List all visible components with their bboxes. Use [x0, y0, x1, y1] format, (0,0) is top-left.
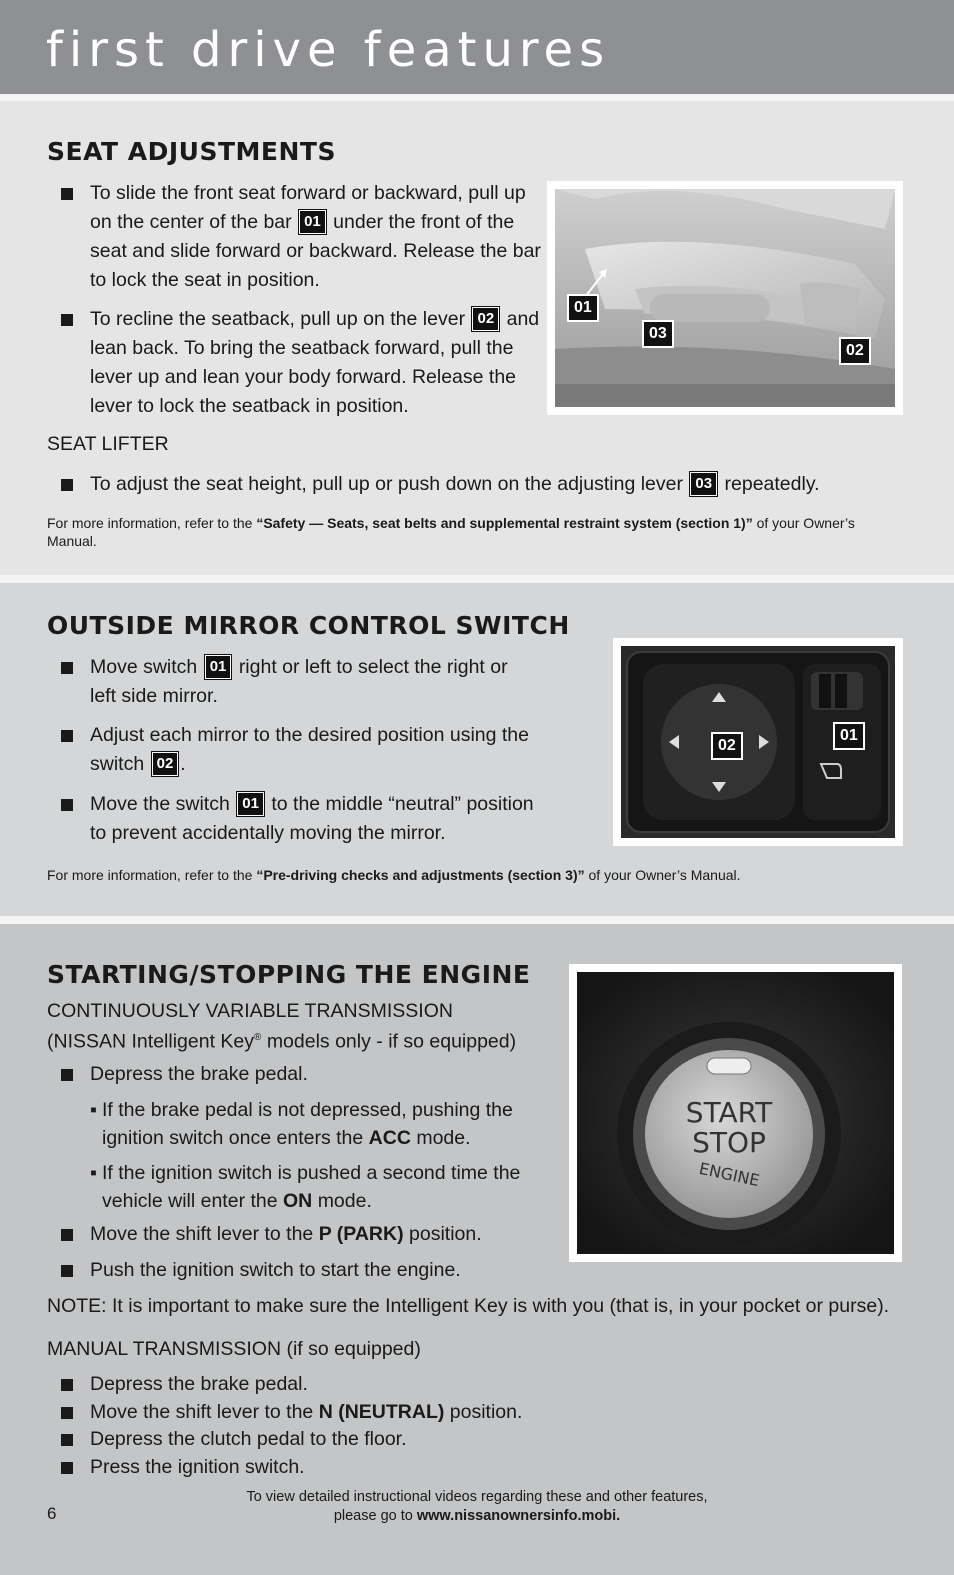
cvt-text: (NISSAN Intelligent Key: [47, 1030, 255, 1053]
seat-photo: [547, 181, 903, 415]
sb1-text-2: mode.: [416, 1127, 471, 1149]
mirror-heading: OUTSIDE MIRROR CONTROL SWITCH: [47, 611, 570, 640]
seat-b1-text-2: under the front of the seat and slide forward or backward. Release the bar to lock the seat in position.: [90, 211, 541, 291]
callout-badge: 01: [237, 792, 264, 816]
registered-mark: ®: [254, 1032, 262, 1043]
m2-text-2: position.: [449, 1401, 523, 1423]
subbullet-marker: ▪: [90, 1099, 97, 1121]
sb1-bold: ACC: [368, 1127, 411, 1149]
sb1-text: If the brake pedal is not depressed, pushing the ignition switch once enters the: [102, 1099, 513, 1149]
seat-b1-text: To slide the front seat forward or backward, pull up on the center of the bar: [90, 182, 526, 233]
engine-note: NOTE: It is important to make sure the Intelligent Key is with you (that is, in your pocket or purse).: [47, 1295, 890, 1317]
manual-bullet-brake: Depress the brake pedal.: [90, 1370, 308, 1399]
start-label: START: [685, 1096, 773, 1129]
engine-bullet-brake: Depress the brake pedal.: [90, 1060, 530, 1089]
manual-bullet-clutch: Depress the clutch pedal to the floor.: [90, 1425, 407, 1454]
callout-02: 02: [839, 337, 871, 365]
footer-website-link[interactable]: www.nissanownersinfo.mobi.: [416, 1508, 621, 1524]
footer-line2-text: please go to: [333, 1508, 413, 1524]
mirror-bullet-adjust: [90, 721, 550, 779]
seat-adjustments-section: [0, 101, 954, 575]
m2-bold: N (NEUTRAL): [318, 1401, 445, 1423]
callout-01: 01: [567, 294, 599, 322]
seat-bullet-recline: [90, 305, 542, 421]
mirror-ref-text: For more information, refer to the: [47, 867, 253, 883]
footer-line1: To view detailed instructional videos regarding these and other features,: [246, 1489, 708, 1505]
seat-b2-text: To recline the seatback, pull up on the lever: [90, 308, 466, 330]
footer-line2: [0, 1507, 954, 1526]
callout-badge: 03: [690, 472, 717, 496]
mirror-reference: [47, 866, 907, 884]
mirror-bullet-select: [90, 653, 520, 711]
seat-ref-text: For more information, refer to the: [47, 515, 253, 531]
footer-note: [0, 1488, 954, 1526]
engine-bullet-park: [90, 1220, 560, 1249]
seat-bullet-slide: [90, 179, 546, 295]
seat-ref-bold: “Safety — Seats, seat belts and supplemental restraint system (section 1)”: [256, 515, 753, 531]
sb2-text: If the ignition switch is pushed a second time the vehicle will enter the: [102, 1162, 521, 1212]
manual-bullet-ignition: Press the ignition switch.: [90, 1453, 305, 1482]
seat-ref-text-2: of your Owner’s Manual.: [47, 515, 855, 549]
seat-heading: SEAT ADJUSTMENTS: [47, 137, 336, 166]
mirror-photo: [613, 638, 903, 846]
sb2-text-2: mode.: [317, 1190, 372, 1212]
b2-bold: P (PARK): [318, 1223, 404, 1245]
callout-02: 02: [711, 732, 743, 760]
callout-badge: 02: [152, 752, 179, 776]
callout-03: 03: [642, 320, 674, 348]
engine-heading: STARTING/STOPPING THE ENGINE: [47, 960, 531, 989]
start-stop-illustration: [577, 972, 894, 1254]
mirror-ref-bold: “Pre-driving checks and adjustments (section 3)”: [256, 867, 585, 883]
page-number: 6: [47, 1504, 57, 1523]
engine-subbullet-on: [90, 1159, 530, 1215]
engine-start-section: [0, 924, 954, 1575]
stop-label: STOP: [692, 1126, 766, 1159]
seat-b2-text-2: and lean back. To bring the seatback forward, pull the lever up and lean your body forward. Release the lever to lock the seatback in position.: [90, 308, 540, 417]
mirror-switch-illustration: [621, 646, 895, 838]
mirror-b3-text-2: to the middle “neutral” position to prevent accidentally moving the mirror.: [90, 793, 534, 844]
seat-b3-text-2: repeatedly.: [724, 473, 820, 495]
cvt-heading-line2: [47, 1024, 516, 1056]
engine-button-photo: [569, 964, 902, 1262]
mirror-b2-text: Adjust each mirror to the desired position using the switch: [90, 724, 529, 775]
engine-subbullet-acc: [90, 1096, 530, 1152]
page-title: first drive features: [46, 22, 611, 78]
mirror-b2-text-2: .: [180, 753, 186, 775]
callout-badge: 02: [472, 307, 499, 331]
seat-lifter-heading: SEAT LIFTER: [47, 433, 169, 455]
sb2-bold: ON: [283, 1190, 313, 1212]
engine-bullet-push: Push the ignition switch to start the engine.: [90, 1256, 560, 1285]
cvt-heading-line1: CONTINUOUSLY VARIABLE TRANSMISSION: [47, 1000, 453, 1022]
cvt-text-2: models only - if so equipped): [266, 1030, 517, 1053]
engine-label: ENGINE: [697, 1158, 762, 1191]
subbullet-marker: ▪: [90, 1162, 97, 1184]
m2-text: Move the shift lever to the: [90, 1401, 314, 1423]
b2-text: Move the shift lever to the: [90, 1223, 314, 1245]
mirror-b1-text-2: right or left to select the right or left side mirror.: [90, 656, 508, 707]
callout-badge: 01: [205, 655, 232, 679]
seat-bullet-lifter: [90, 470, 890, 499]
mirror-b1-text: Move switch: [90, 656, 198, 678]
mirror-b3-text: Move the switch: [90, 793, 230, 815]
page-header: [0, 0, 954, 94]
mirror-bullet-neutral: [90, 790, 540, 848]
seat-illustration: [555, 189, 895, 407]
manual-bullet-neutral: [90, 1398, 522, 1427]
manual-heading: MANUAL TRANSMISSION (if so equipped): [47, 1338, 421, 1360]
mirror-ref-text-2: of your Owner’s Manual.: [588, 867, 741, 883]
seat-b3-text: To adjust the seat height, pull up or push down on the adjusting lever: [90, 473, 683, 495]
callout-badge: 01: [299, 210, 326, 234]
b2-text-2: position.: [409, 1223, 482, 1245]
mirror-control-section: [0, 583, 954, 916]
callout-01: 01: [833, 722, 865, 750]
seat-reference: [47, 514, 907, 550]
